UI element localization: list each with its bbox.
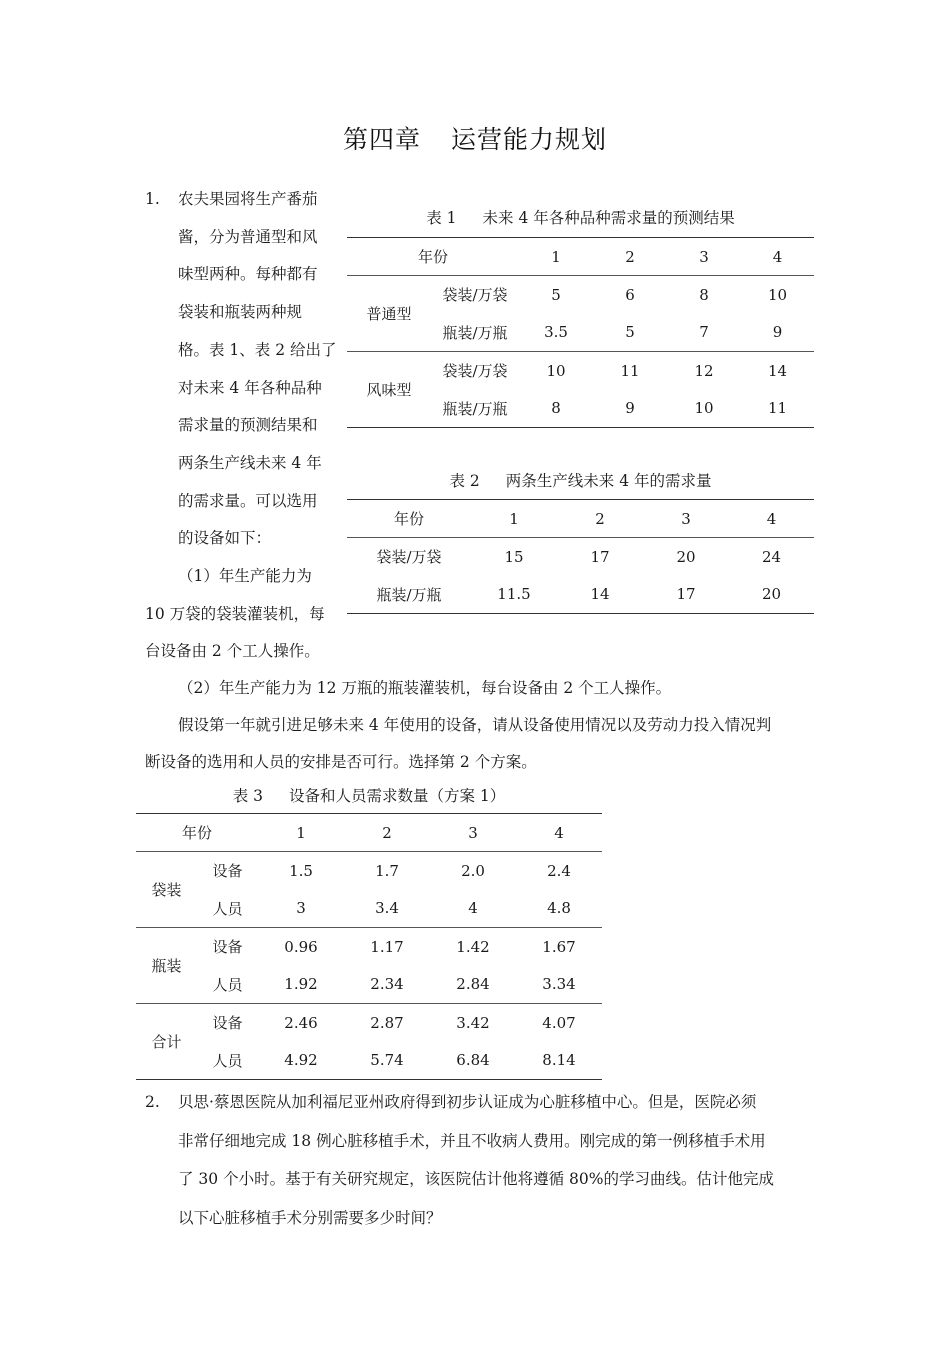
table-row: 普通型 袋装/万袋 5 6 8 10 [347,276,814,314]
table-header-row: 年份 1 2 3 4 [347,500,814,538]
table-row: 袋装 设备 1.5 1.7 2.0 2.4 [136,852,602,890]
table-2-caption: 表 2 两条生产线未来 4 年的需求量 [449,472,712,490]
table-row: 人员 4.92 5.74 6.84 8.14 [136,1042,602,1080]
table-row: 人员 1.92 2.34 2.84 3.34 [212,975,576,994]
table-header-row: 年份 1 2 3 4 [136,814,602,852]
text-line: 以下心脏移植手术分别需要多少时间？ [178,1208,442,1227]
text-line: 酱，分为普通型和风 [178,227,318,246]
text-line: 格。表 1、表 2 给出了 [178,340,337,359]
table-1-caption: 表 1 未来 4 年各种品种需求量的预测结果 [426,209,735,227]
text-line: 两条生产线未来 4 年 [178,453,322,472]
text-line: 的需求量。可以选用 [178,491,318,510]
table-row: 瓶装/万瓶 11.5 14 17 20 [347,576,814,614]
question-1-intro [145,181,345,558]
table-3-caption: 表 3 设备和人员需求数量（方案 1） [232,787,506,805]
paragraph-line: 断设备的选用和人员的安排是否可行。选择第 2 个方案。 [145,753,537,771]
text-line: 农夫果园将生产番茄 [178,190,318,208]
table-row: 瓶装/万瓶 8 9 10 11 [347,390,814,428]
question-number: 2. [145,1093,160,1111]
text-line: 袋装和瓶装两种规 [178,303,303,322]
page-title [0,120,950,156]
table-row: 瓶装/万瓶 3.5 5 7 9 [442,323,783,342]
chapter-name: 运营能力规划 [451,125,608,154]
option-2: （2）年生产能力为 12 万瓶的瓶装灌装机，每台设备由 2 个工人操作。 [178,679,672,697]
text-line: 非常仔细地完成 18 例心脏移植手术，并且不收病人费用。刚完成的第一例移植手术用 [178,1131,766,1150]
option-1-line-c: 台设备由 2 个工人操作。 [145,642,320,660]
question-2 [145,1083,810,1237]
question-number: 1. [145,190,160,208]
text-line: 的设备如下： [178,529,272,548]
table-row: 人员 3 3.4 4 4.8 [212,899,571,918]
option-1-line-a: （1）年生产能力为 [178,567,312,585]
text-line: 需求量的预测结果和 [178,416,318,435]
table-2 [347,499,814,614]
table-row: 瓶装 设备 0.96 1.17 1.42 1.67 [136,928,602,966]
table-row: 风味型 袋装/万袋 10 11 12 14 [347,352,814,390]
option-1-line-b: 10 万袋的袋装灌装机，每 [145,605,325,623]
table-3 [136,813,602,1080]
table-row: 合计 设备 2.46 2.87 3.42 4.07 [136,1004,602,1042]
table-row: 袋装/万袋 15 17 20 24 [347,538,814,576]
paragraph-line: 假设第一年就引进足够未来 4 年使用的设备，请从设备使用情况以及劳动力投入情况判 [178,716,772,734]
text-line: 了 30 个小时。基于有关研究规定，该医院估计他将遵循 80%的学习曲线。估计他完成 [178,1170,774,1188]
text-line: 对未来 4 年各种品种 [178,378,322,397]
table-header-row: 年份 1 2 3 4 [347,238,814,276]
text-line: 味型两种。每种都有 [178,265,318,284]
table-1 [347,237,814,428]
chapter-number: 第四章 [342,125,421,154]
text-line: 贝思·蔡恩医院从加利福尼亚州政府得到初步认证成为心脏移植中心。但是，医院必须 [178,1093,757,1111]
